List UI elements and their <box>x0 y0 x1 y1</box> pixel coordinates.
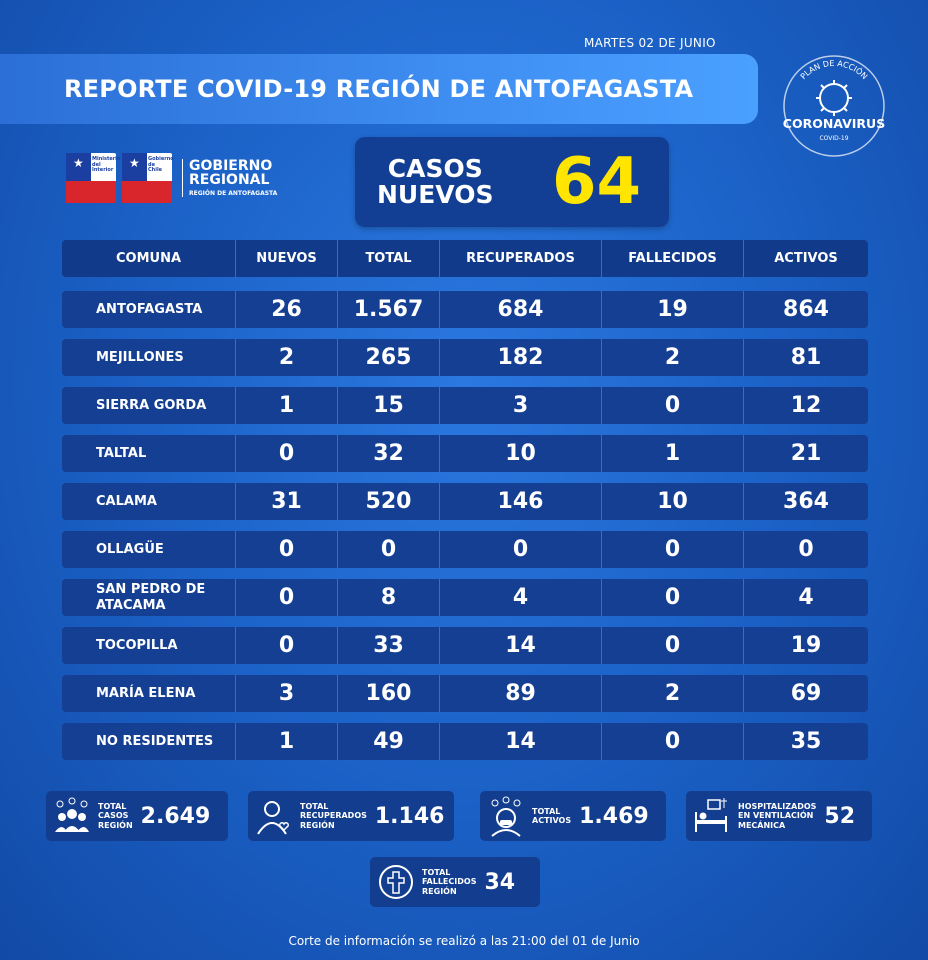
person-heart-icon <box>254 796 294 836</box>
table-row <box>62 435 868 472</box>
commune-name: NO RESIDENTES <box>62 723 236 760</box>
table-row <box>62 483 868 520</box>
table-cell: 4 <box>798 585 814 610</box>
table-cell: 8 <box>338 579 440 616</box>
table-cell: 10 <box>602 483 744 520</box>
table-cell: 10 <box>440 435 602 472</box>
table-cell: 49 <box>338 723 440 760</box>
table-cell: 12 <box>790 393 822 418</box>
ventilated-value: 52 <box>824 803 856 829</box>
table-cell: 0 <box>236 627 338 664</box>
table-cell: 0 <box>602 579 744 616</box>
campaign-sub-text: COVID-19 <box>819 135 849 142</box>
table-cell: 89 <box>440 675 602 712</box>
new-cases-box <box>355 137 669 227</box>
summary-total-active: TOTAL ACTIVOS 1.469 <box>480 791 666 841</box>
table-cell: 3 <box>236 675 338 712</box>
table-cell: 14 <box>440 723 602 760</box>
footer-note: Corte de información se realizó a las 21:00 del 01 de Junio <box>288 934 640 948</box>
header-cell: ACTIVOS <box>774 251 838 266</box>
new-cases-value: 64 <box>551 145 641 219</box>
total-active-value: 1.469 <box>579 803 649 829</box>
group-icon <box>52 796 92 836</box>
page-title: REPORTE COVID-19 REGIÓN DE ANTOFAGASTA <box>64 75 694 103</box>
campaign-main-text: CORONAVIRUS <box>782 116 886 131</box>
table-cell: 26 <box>236 291 338 328</box>
commune-name: CALAMA <box>62 483 236 520</box>
table-cell: 19 <box>602 291 744 328</box>
total-deaths-value: 34 <box>484 869 516 895</box>
commune-name: OLLAGÜE <box>62 531 236 568</box>
table-cell: 19 <box>790 633 822 658</box>
table-cell: 1.567 <box>338 291 440 328</box>
table-cell: 0 <box>440 531 602 568</box>
table-cell: 35 <box>790 729 822 754</box>
government-logo <box>66 152 280 204</box>
summary-total-recovered: TOTAL RECUPERADOS REGIÓN 1.146 <box>248 791 454 841</box>
table-row <box>62 387 868 424</box>
commune-name: SIERRA GORDA <box>62 387 236 424</box>
table-cell: 146 <box>440 483 602 520</box>
table-cell: 4 <box>440 579 602 616</box>
table-cell: 32 <box>338 435 440 472</box>
header-cell: RECUPERADOS <box>440 240 602 277</box>
table-cell: 14 <box>440 627 602 664</box>
table-cell: 0 <box>602 723 744 760</box>
commune-name: SAN PEDRO DE ATACAMA <box>62 579 236 616</box>
total-cases-value: 2.649 <box>140 803 211 829</box>
gov-regional-text: GOBIERNO REGIONAL REGIÓN DE ANTOFAGASTA <box>182 159 277 197</box>
table-row <box>62 627 868 664</box>
commune-name: ANTOFAGASTA <box>62 291 236 328</box>
table-cell: 0 <box>602 387 744 424</box>
ministry-flag-icon: ★ Ministerio del Interior <box>66 153 116 203</box>
table-cell: 0 <box>798 537 814 562</box>
commune-name: MARÍA ELENA <box>62 675 236 712</box>
table-row <box>62 291 868 328</box>
report-date: MARTES 02 DE JUNIO <box>584 36 716 50</box>
table-row <box>62 675 868 712</box>
table-cell: 0 <box>602 627 744 664</box>
commune-table <box>62 240 868 771</box>
table-cell: 31 <box>236 483 338 520</box>
hospital-bed-icon <box>692 796 732 836</box>
table-row <box>62 723 868 760</box>
table-cell: 69 <box>790 681 822 706</box>
header-cell: NUEVOS <box>236 240 338 277</box>
table-cell: 1 <box>236 723 338 760</box>
table-cell: 2 <box>602 675 744 712</box>
table-cell: 0 <box>236 579 338 616</box>
table-cell: 0 <box>602 531 744 568</box>
title-bar <box>0 54 758 124</box>
table-header <box>62 240 868 277</box>
table-cell: 0 <box>236 531 338 568</box>
header-cell: FALLECIDOS <box>602 240 744 277</box>
table-cell: 1 <box>602 435 744 472</box>
commune-name: MEJILLONES <box>62 339 236 376</box>
cross-icon <box>376 862 416 902</box>
commune-name: TALTAL <box>62 435 236 472</box>
table-cell: 182 <box>440 339 602 376</box>
table-cell: 364 <box>783 489 829 514</box>
table-cell: 81 <box>790 345 822 370</box>
table-row <box>62 579 868 616</box>
summary-total-deaths: TOTAL FALLECIDOS REGIÓN 34 <box>370 857 540 907</box>
table-cell: 864 <box>783 297 829 322</box>
table-row <box>62 531 868 568</box>
table-cell: 2 <box>602 339 744 376</box>
commune-name: TOCOPILLA <box>62 627 236 664</box>
table-cell: 684 <box>440 291 602 328</box>
summary-total-cases: TOTAL CASOS REGIÓN 2.649 <box>46 791 228 841</box>
table-cell: 0 <box>338 531 440 568</box>
new-cases-label: CASOS NUEVOS <box>377 153 494 209</box>
coronavirus-campaign-logo <box>778 50 890 162</box>
table-row <box>62 339 868 376</box>
table-cell: 33 <box>338 627 440 664</box>
table-cell: 160 <box>338 675 440 712</box>
table-cell: 15 <box>338 387 440 424</box>
total-recovered-value: 1.146 <box>374 803 445 829</box>
table-cell: 1 <box>236 387 338 424</box>
header-cell: TOTAL <box>338 240 440 277</box>
virus-person-icon <box>486 796 526 836</box>
table-cell: 21 <box>790 441 822 466</box>
table-cell: 0 <box>236 435 338 472</box>
header-cell: COMUNA <box>62 240 236 277</box>
table-cell: 520 <box>338 483 440 520</box>
table-cell: 3 <box>440 387 602 424</box>
summary-ventilated: HOSPITALIZADOS EN VENTILACIÓN MECÁNICA 52 <box>686 791 872 841</box>
table-cell: 265 <box>338 339 440 376</box>
chile-flag-icon: ★ Gobierno de Chile <box>122 153 172 203</box>
campaign-top-text: PLAN DE ACCIÓN <box>798 58 870 82</box>
table-cell: 2 <box>236 339 338 376</box>
